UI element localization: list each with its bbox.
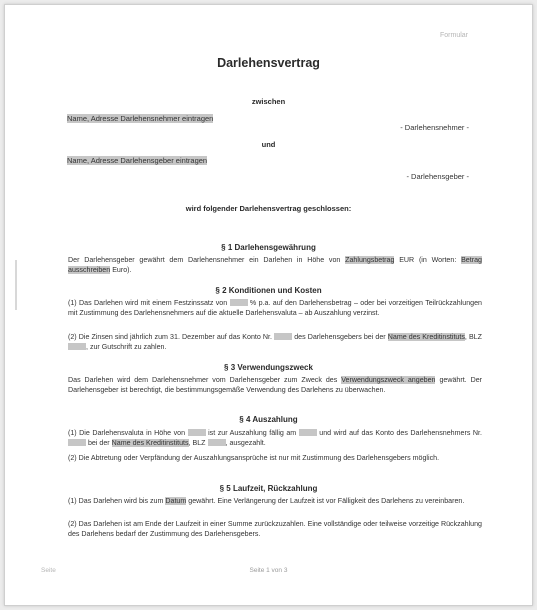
text: (1) Die Darlehensvaluta in Höhe von	[68, 429, 186, 437]
lender-placeholder[interactable]: Name, Adresse Darlehensgeber eintragen	[67, 156, 208, 165]
between-label: zwischen	[251, 97, 286, 106]
page-number: Seite 1 von 3	[249, 567, 288, 574]
document-title: Darlehensvertrag	[217, 56, 320, 70]
bank-code-field[interactable]	[68, 343, 86, 350]
section-3-paragraph	[68, 376, 482, 395]
section-4-paragraph-1	[68, 429, 482, 448]
text: Das Darlehen wird dem Darlehensnehmer vom Darlehensgeber zum Zweck des	[68, 376, 338, 384]
text: , ausgezahlt.	[225, 438, 266, 447]
text: (2) Die Zinsen sind jährlich zum 31. Dezember auf das Konto Nr.	[68, 333, 272, 341]
text: , BLZ	[188, 438, 206, 447]
borrower-role: - Darlehensnehmer -	[400, 123, 469, 132]
lender-line	[67, 156, 207, 165]
section-2-heading: § 2 Konditionen und Kosten	[215, 286, 322, 295]
text: Der Darlehensgeber gewährt dem Darlehensnehmer ein Darlehen in Höhe von	[68, 256, 341, 264]
account-number-field[interactable]	[274, 333, 292, 340]
and-label: und	[261, 140, 276, 149]
section-1-heading: § 1 Darlehensgewährung	[221, 243, 316, 252]
purpose-field[interactable]: Verwendungszweck angeben	[341, 376, 436, 384]
text: gewährt. Der Darlehensgeber ist berechtigt, die bestimmungsgemäße Verwendung des Darlehens zu überwachen.	[68, 376, 483, 394]
side-margin-mark	[15, 260, 17, 310]
section-5-heading: § 5 Laufzeit, Rückzahlung	[219, 484, 318, 493]
text: des Darlehensgebers bei der	[294, 333, 386, 341]
borrower-placeholder[interactable]: Name, Adresse Darlehensnehmer eintragen	[67, 114, 214, 123]
section-5-paragraph-1	[68, 497, 482, 507]
payout-date-field[interactable]	[299, 429, 317, 436]
end-date-field[interactable]: Datum	[165, 497, 187, 505]
text: (1) Das Darlehen wird bis zum	[68, 497, 164, 505]
bank-name-field[interactable]: Name des Kreditinstituts	[387, 333, 465, 341]
text: EUR (in Worten:	[399, 256, 457, 264]
section-5-paragraph-2: (2) Das Darlehen ist am Ende der Laufzeit in einer Summe zurückzuzahlen. Eine vollständige oder teilweise vorzeitige Rückzahlung des Darlehens bedarf der Zustimmung des Darlehensgebers.	[68, 520, 482, 538]
text: und wird auf das Konto des Darlehensnehmers Nr.	[319, 429, 482, 437]
section-4-paragraph-2: (2) Die Abtretung oder Verpfändung der Auszahlungsansprüche ist nur mit Zustimmung des Darlehensgebers möglich.	[68, 454, 440, 462]
interest-rate-field[interactable]	[230, 299, 248, 306]
borrower-account-field[interactable]	[68, 439, 86, 446]
text: % p.a. auf den Darlehensbetrag – oder bei vorzeitigen Teilrückzahlungen mit Zustimmung des Darlehensnehmers auf die aktuelle Darlehensvaluta – ab Auszahlung verzinst.	[68, 299, 482, 317]
section-1-paragraph	[68, 256, 482, 275]
section-2-paragraph-1	[68, 299, 482, 318]
section-3-heading: § 3 Verwendungszweck	[224, 363, 313, 372]
text: , zur Gutschrift zu zahlen.	[86, 342, 167, 351]
document-page	[4, 4, 533, 606]
borrower-bank-code-field[interactable]	[208, 439, 226, 446]
section-4-heading: § 4 Auszahlung	[239, 415, 298, 424]
section-2-paragraph-2	[68, 333, 482, 352]
text: gewährt. Eine Verlängerung der Laufzeit ist vor Fälligkeit des Darlehens zu vereinbaren.	[188, 497, 465, 505]
text: (1) Das Darlehen wird mit einem Festzinssatz von	[68, 299, 228, 307]
text: Euro).	[112, 265, 132, 274]
text: , BLZ	[464, 333, 482, 341]
payout-amount-field[interactable]	[188, 429, 206, 436]
borrower-bank-field[interactable]: Name des Kreditinstituts	[111, 438, 189, 447]
footer-left-label: Seite	[41, 567, 56, 574]
text: bei der	[87, 438, 110, 447]
text: ist zur Auszahlung fällig am	[208, 429, 297, 437]
amount-field[interactable]: Zahlungsbetrag	[345, 256, 395, 264]
concluded-statement: wird folgender Darlehensvertrag geschlossen:	[185, 204, 352, 213]
lender-role: - Darlehensgeber -	[406, 172, 469, 181]
borrower-line	[67, 114, 213, 123]
corner-label: Formular	[439, 32, 468, 39]
amount-words-field[interactable]: Betrag ausschreiben	[68, 256, 482, 274]
